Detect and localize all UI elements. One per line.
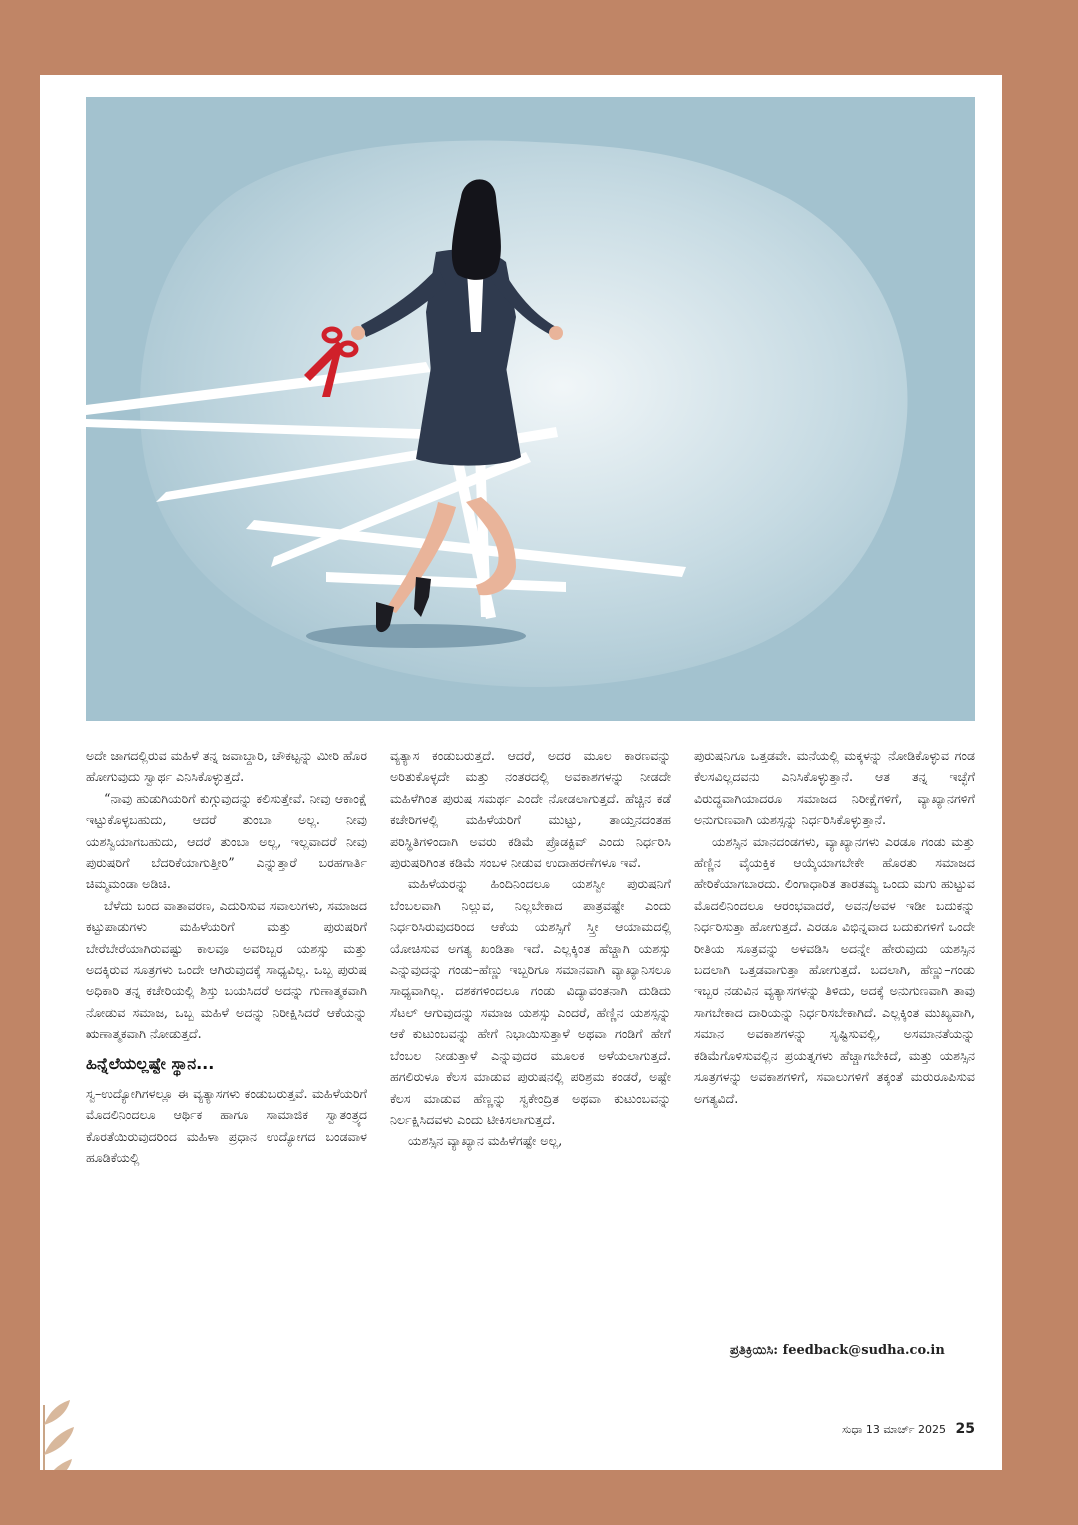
paragraph: ಸ್ವ–ಉದ್ಯೋಗಿಗಳಲ್ಲೂ ಈ ವ್ಯತ್ಯಾಸಗಳು ಕಂಡುಬರುತ್ತವೆ. ಮಹಿಳೆಯರಿಗೆ ಮೊದಲಿನಿಂದಲೂ ಆರ್ಥಿಕ ಹಾಗೂ ಸಾಮಾಜಿಕ ಸ್ವಾತಂತ್ರ್ಯದ ಕೊರತೆಯಿರುವುದರಿಂದ ಮಹಿಳಾ ಪ್ರಧಾನ ಉದ್ಯೋಗದ ಬಂಡವಾಳ ಹೂಡಿಕೆಯಲ್ಲಿ <box>86 1085 367 1165</box>
paragraph: ಬೆಳೆದು ಬಂದ ವಾತಾವರಣ, ಎದುರಿಸುವ ಸವಾಲುಗಳು, ಸಮಾಜದ ಕಟ್ಟುಪಾಡುಗಳು ಮಹಿಳೆಯರಿಗೆ ಮತ್ತು ಪುರುಷರಿಗೆ ಬೇರೆಬೇರೆಯಾಗಿರುವಷ್ಟು ಕಾಲವೂ ಅವರಿಬ್ಬರ ಯಶಸ್ಸು ಮತ್ತು ಅದಕ್ಕಿರುವ ಸೂತ್ರಗಳು ಒಂದೇ ಆಗಿರುವುದಕ್ಕೆ ಸಾಧ್ಯವಿಲ್ಲ. ಒಬ್ಬ ಪುರುಷ ಅಧಿಕಾರಿ ತನ್ನ ಕಚೇರಿಯಲ್ಲಿ ಶಿಸ್ತು ಬಯಸಿದರೆ ಅದನ್ನು ಗುಣಾತ್ಮಕವಾಗಿ ನೋಡುವ ಸಮಾಜ, ಒಬ್ಬ ಮಹಿಳೆ ಅದನ್ನು ನಿರೀಕ್ಷಿಸಿದರೆ ಆಕೆಯನ್ನು ಋಣಾತ್ಮಕವಾಗಿ ನೋಡುತ್ತದೆ. <box>86 897 367 1042</box>
front-hand <box>351 326 365 340</box>
paragraph: “ನಾವು ಹುಡುಗಿಯರಿಗೆ ಕುಗ್ಗುವುದನ್ನು ಕಲಿಸುತ್ತೇವೆ. ನೀವು ಆಕಾಂಕ್ಷೆ ಇಟ್ಟುಕೊಳ್ಳಬಹುದು, ಆದರೆ ತುಂಬಾ ಅಲ್ಲ. ನೀವು ಯಶಸ್ವಿಯಾಗಬಹುದು, ಆದರೆ ತುಂಬಾ ಅಲ್ಲ, ಇಲ್ಲವಾದರೆ ನೀವು ಪುರುಷರಿಗೆ ಬೆದರಿಕೆಯಾಗುತ್ತೀರಿ” ಎನ್ನುತ್ತಾರೆ ಬರಹಗಾರ್ತಿ ಚಿಮ್ಮಮಂಡಾ ಅಡಿಚಿ. <box>86 790 367 892</box>
page-footer <box>842 1421 975 1437</box>
feedback-line: ಪ್ರತಿಕ್ರಿಯಿಸಿ: feedback@sudha.co.in <box>730 1343 945 1358</box>
woman-cutting-ribbons-illustration <box>86 97 975 721</box>
issue-label: ಸುಧಾ 13 ಮಾರ್ಚ್ 2025 <box>842 1423 947 1436</box>
column-3 <box>694 745 975 1109</box>
background-blob <box>140 140 908 687</box>
skirt <box>416 367 521 466</box>
magazine-page <box>40 75 1002 1470</box>
paragraph: ಮಹಿಳೆಯರನ್ನು ಹಿಂದಿನಿಂದಲೂ ಯಶಸ್ವೀ ಪುರುಷನಿಗೆ ಬೆಂಬಲವಾಗಿ ನಿಲ್ಲುವ, ನಿಲ್ಲಬೇಕಾದ ಪಾತ್ರವಷ್ಟೇ ಎಂದು ನಿರ್ಧರಿಸಿರುವುದರಿಂದ ಆಕೆಯ ಯಶಸ್ಸಿಗೆ ಸ್ತ್ರೀ ಆಯಾಮದಲ್ಲಿ ಯೋಚಿಸುವ ಅಗತ್ಯ ಖಂಡಿತಾ ಇದೆ. ಎಲ್ಲಕ್ಕಿಂತ ಹೆಚ್ಚಾಗಿ ಯಶಸ್ಸು ಎನ್ನುವುದನ್ನು ಗಂಡು–ಹೆಣ್ಣು ಇಬ್ಬರಿಗೂ ಸಮಾನವಾಗಿ ವ್ಯಾಖ್ಯಾನಿಸಲೂ ಸಾಧ್ಯವಾಗಿಲ್ಲ. ದಶಕಗಳಿಂದಲೂ ಗಂಡು ವಿದ್ಯಾವಂತನಾಗಿ ದುಡಿದು ಸೆಟಲ್ ಆಗುವುದನ್ನು ಸಮಾಜ ಯಶಸ್ಸು ಎಂದರೆ, ಹೆಣ್ಣಿನ ಯಶಸ್ಸನ್ನು ಆಕೆ ಕುಟುಂಬವನ್ನು ಹೇಗೆ ನಿಭಾಯಿಸುತ್ತಾಳೆ ಅಥವಾ ಗಂಡಿಗೆ ಹೇಗೆ ಬೆಂಬಲ ನೀಡುತ್ತಾಳೆ ಎನ್ನುವುದರ ಮೂಲಕ ಅಳೆಯಲಾಗುತ್ತದೆ. ಹಗಲಿರುಳೂ ಕೆಲಸ ಮಾಡುವ ಪುರುಷನಲ್ಲಿ ಪರಿಶ್ರಮ ಕಂಡರೆ, ಅಷ್ಟೇ ಕೆಲಸ ಮಾಡುವ ಹೆಣ್ಣನ್ನು ಸ್ವಕೇಂದ್ರಿತ ಅಥವಾ ಕುಟುಂಬವನ್ನು ನಿರ್ಲಕ್ಷಿಸಿದವಳು ಎಂದು ಟೀಕಿಸಲಾಗುತ್ತದೆ. <box>390 876 671 1127</box>
paragraph: ಪುರುಷನಿಗೂ ಒತ್ತಡವೇ. ಮನೆಯಲ್ಲಿ ಮಕ್ಕಳನ್ನು ನೋಡಿಕೊಳ್ಳುವ ಗಂಡ ಕೆಲಸವಿಲ್ಲದವನು ಎನಿಸಿಕೊಳ್ಳುತ್ತಾನೆ. ಆತ ತನ್ನ ಇಚ್ಛೆಗೆ ವಿರುದ್ಧವಾಗಿಯಾದರೂ ಸಮಾಜದ ನಿರೀಕ್ಷೆಗಳಿಗೆ, ವ್ಯಾಖ್ಯಾನಗಳಿಗೆ ಅನುಗುಣವಾಗಿ ಯಶಸ್ಸನ್ನು ನಿರ್ಧರಿಸಿಕೊಳ್ಳುತ್ತಾನೆ. <box>694 748 975 828</box>
paragraph: ವ್ಯತ್ಯಾಸ ಕಂಡುಬರುತ್ತದೆ. ಆದರೆ, ಅದರ ಮೂಲ ಕಾರಣವನ್ನು ಅರಿತುಕೊಳ್ಳದೇ ಮತ್ತು ನಂತರದಲ್ಲಿ ಅವಕಾಶಗಳನ್ನು ನೀಡದೇ ಮಹಿಳೆಗಿಂತ ಪುರುಷ ಸಮರ್ಥ ಎಂದೇ ನೋಡಲಾಗುತ್ತದೆ. ಹೆಚ್ಚಿನ ಕಡೆ ಕಚೇರಿಗಳಲ್ಲಿ ಮಹಿಳೆಯರಿಗೆ ಮುಟ್ಟು, ತಾಯ್ತನದಂತಹ ಪರಿಸ್ಥಿತಿಗಳಿಂದಾಗಿ ಅವರು ಕಡಿಮೆ ಪ್ರೊಡಕ್ಟಿವ್ ಎಂದು ನಿರ್ಧರಿಸಿ ಪುರುಷರಿಗಿಂತ ಕಡಿಮೆ ಸಂಬಳ ನೀಡುವ ಉದಾಹರಣೆಗಳೂ ಇವೆ. <box>390 748 671 871</box>
page-number: 25 <box>955 1421 975 1437</box>
illustration <box>86 97 975 721</box>
column-2 <box>390 745 671 1152</box>
paragraph: ಯಶಸ್ಸಿನ ವ್ಯಾಖ್ಯಾನ ಮಹಿಳೆಗಷ್ಟೇ ಅಲ್ಲ, <box>408 1133 563 1149</box>
back-hand <box>549 326 563 340</box>
column-1 <box>86 745 367 1168</box>
paragraph: ಯಶಸ್ಸಿನ ಮಾನದಂಡಗಳು, ವ್ಯಾಖ್ಯಾನಗಳು ಎರಡೂ ಗಂಡು ಮತ್ತು ಹೆಣ್ಣಿನ ವೈಯಕ್ತಿಕ ಆಯ್ಕೆಯಾಗಬೇಕೇ ಹೊರತು ಸಮಾಜದ ಹೇರಿಕೆಯಾಗಬಾರದು. ಲಿಂಗಾಧಾರಿತ ತಾರತಮ್ಯ ಒಂದು ಮಗು ಹುಟ್ಟುವ ಮೊದಲಿನಿಂದಲೂ ಆರಂಭವಾದರೆ, ಅವನ/ಅವಳ ಇಡೀ ಬದುಕನ್ನು ನಿರ್ಧರಿಸುತ್ತಾ ಹೋಗುತ್ತದೆ. ಎರಡೂ ವಿಭಿನ್ನವಾದ ಬದುಕುಗಳಿಗೆ ಒಂದೇ ರೀತಿಯ ಸೂತ್ರವನ್ನು ಅಳವಡಿಸಿ ಅದನ್ನೇ ಹೇರುವುದು ಯಶಸ್ಸಿನ ಬದಲಾಗಿ ಒತ್ತಡವಾಗುತ್ತಾ ಹೋಗುತ್ತದೆ. ಬದಲಾಗಿ, ಹೆಣ್ಣು–ಗಂಡು ಇಬ್ಬರ ನಡುವಿನ ವ್ಯತ್ಯಾಸಗಳನ್ನು ತಿಳಿದು, ಅದಕ್ಕೆ ಅನುಗುಣವಾಗಿ ತಾವು ಸಾಗಬೇಕಾದ ದಾರಿಯನ್ನು ನಿರ್ಧರಿಸಬೇಕಾಗಿದೆ. ಎಲ್ಲಕ್ಕಿಂತ ಮುಖ್ಯವಾಗಿ, ಸಮಾನ ಅವಕಾಶಗಳನ್ನು ಸೃಷ್ಟಿಸುವಲ್ಲಿ, ಅಸಮಾನತೆಯನ್ನು ಕಡಿಮೆಗೊಳಿಸುವಲ್ಲಿನ ಪ್ರಯತ್ನಗಳು ಹೆಚ್ಚಾಗಬೇಕಿದೆ, ಮತ್ತು ಯಶಸ್ಸಿನ ಸೂತ್ರಗಳನ್ನು ಅವಕಾಶಗಳಿಗೆ, ಸವಾಲುಗಳಿಗೆ ತಕ್ಕಂತೆ ಮರುರೂಪಿಸುವ ಅಗತ್ಯವಿದೆ. <box>694 833 975 1106</box>
article-body <box>86 745 975 1355</box>
leaf-decoration-icon <box>40 1365 80 1470</box>
floor-shadow <box>306 624 526 648</box>
subheading: ಹಿನ್ನೆಲೆಯಲ್ಲಷ್ಟೇ ಸ್ಥಾನ... <box>86 1053 215 1073</box>
paragraph: ಅದೇ ಜಾಗದಲ್ಲಿರುವ ಮಹಿಳೆ ತನ್ನ ಜವಾಬ್ದಾರಿ, ಚೌಕಟ್ಟನ್ನು ಮೀರಿ ಹೊರ ಹೋಗುವುದು ಸ್ವಾರ್ಥ ಎನಿಸಿಕೊಳ್ಳುತ್ತದೆ. <box>86 748 367 785</box>
